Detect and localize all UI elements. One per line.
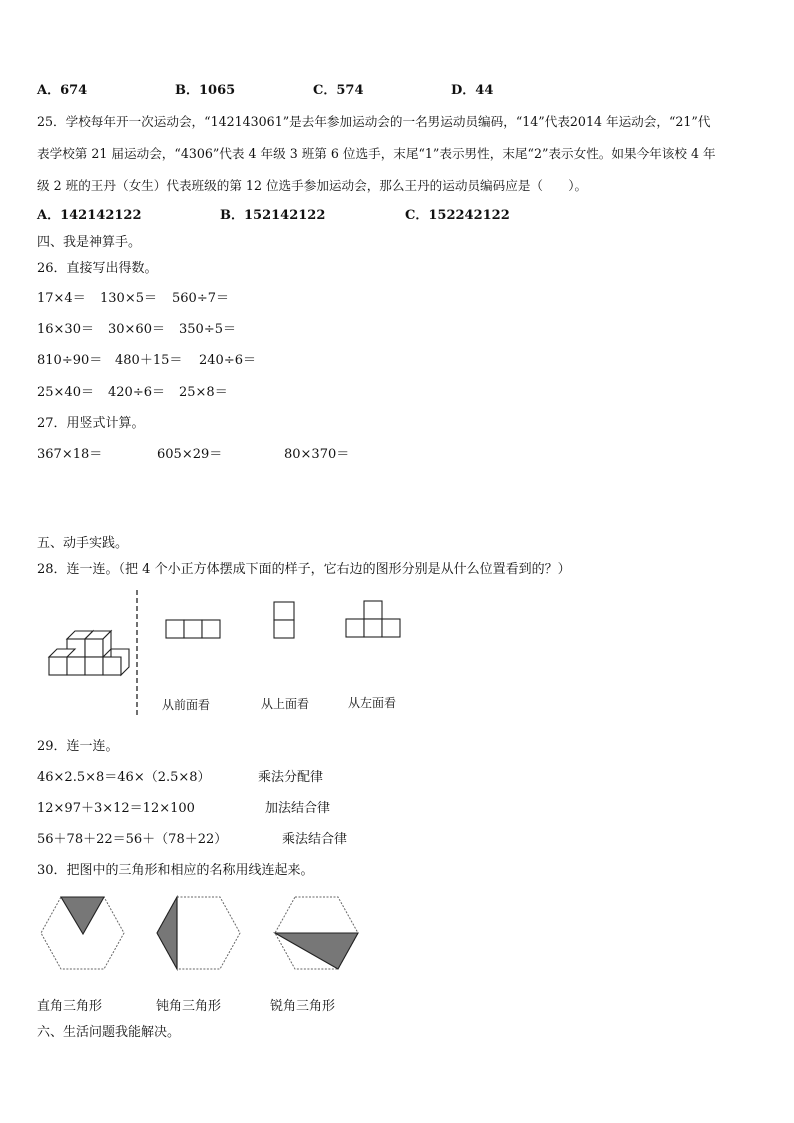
- hexagon-figure-1: [40, 895, 126, 973]
- view-label-left: 从左面看: [348, 696, 397, 710]
- q27-item: 80×370＝: [284, 447, 350, 462]
- top-view-figure: [273, 601, 297, 641]
- section-5-heading: 五、动手实践。: [37, 536, 129, 551]
- section-6-heading: 六、生活问题我能解决。: [37, 1025, 181, 1040]
- q29-left-item: 12×97＋3×12＝12×100: [37, 801, 195, 816]
- view-label-front: 从前面看: [162, 698, 211, 712]
- front-view-figure: [165, 619, 223, 641]
- q24-option-d: D．44: [451, 83, 494, 98]
- triangle-label-acute: 锐角三角形: [270, 999, 336, 1014]
- q25-option-a: A．142142122: [37, 208, 142, 223]
- q26-item: 16×30＝: [37, 322, 94, 337]
- q29-right-item: 乘法结合律: [282, 832, 348, 847]
- q26-item: 420÷6＝: [108, 385, 165, 400]
- left-view-figure: [345, 600, 403, 640]
- q26-item: 350÷5＝: [179, 322, 236, 337]
- q24-option-b: B．1065: [175, 83, 236, 98]
- q28-title: 28．连一连。（把 4 个小正方体摆成下面的样子，它右边的图形分别是从什么位置看到的？）: [37, 562, 571, 577]
- q25-line2: 表学校第 21 届运动会，“4306”代表 4 年级 3 班第 6 位选手，末尾“1”表示男性，末尾“2”表示女性。如果今年该校 4 年: [37, 146, 716, 161]
- view-label-top: 从上面看: [261, 697, 310, 711]
- q27-item: 367×18＝: [37, 447, 103, 462]
- q27-title: 27．用竖式计算。: [37, 416, 145, 431]
- q24-option-a: A．674: [37, 83, 88, 98]
- q25-option-b: B．152142122: [220, 208, 326, 223]
- section-4-heading: 四、我是神算手。: [37, 235, 142, 250]
- q26-item: 30×60＝: [108, 322, 165, 337]
- q26-item: 130×5＝: [100, 291, 157, 306]
- q26-item: 25×40＝: [37, 385, 94, 400]
- q27-item: 605×29＝: [157, 447, 223, 462]
- q26-item: 810÷90＝: [37, 353, 103, 368]
- cube-stack-figure: [40, 605, 130, 700]
- hexagon-figure-2: [156, 895, 242, 973]
- q25-option-c: C．152242122: [405, 208, 510, 223]
- dashed-divider: [134, 590, 140, 715]
- q26-title: 26．直接写出得数。: [37, 261, 158, 276]
- q26-item: 560÷7＝: [172, 291, 229, 306]
- q24-option-c: C．574: [313, 83, 364, 98]
- q29-right-item: 加法结合律: [265, 801, 331, 816]
- q29-title: 29．连一连。: [37, 739, 119, 754]
- triangle-label-right: 直角三角形: [37, 999, 103, 1014]
- q25-line1: 25．学校每年开一次运动会，“142143061”是去年参加运动会的一名男运动员编码，“14”代表2014 年运动会，“21”代: [37, 114, 711, 129]
- q29-left-item: 56＋78＋22＝56＋（78＋22）: [37, 832, 228, 847]
- hexagon-figure-3: [274, 895, 360, 973]
- triangle-label-obtuse: 钝角三角形: [156, 999, 222, 1014]
- q25-line3: 级 2 班的王丹（女生）代表班级的第 12 位选手参加运动会，那么王丹的运动员编码应是（ ）。: [37, 178, 588, 193]
- q26-item: 17×4＝: [37, 291, 86, 306]
- q26-item: 240÷6＝: [199, 353, 256, 368]
- q26-item: 25×8＝: [179, 385, 228, 400]
- q26-item: 480＋15＝: [115, 353, 183, 368]
- q30-title: 30．把图中的三角形和相应的名称用线连起来。: [37, 863, 314, 878]
- q29-right-item: 乘法分配律: [258, 770, 324, 785]
- q29-left-item: 46×2.5×8＝46×（2.5×8）: [37, 770, 211, 785]
